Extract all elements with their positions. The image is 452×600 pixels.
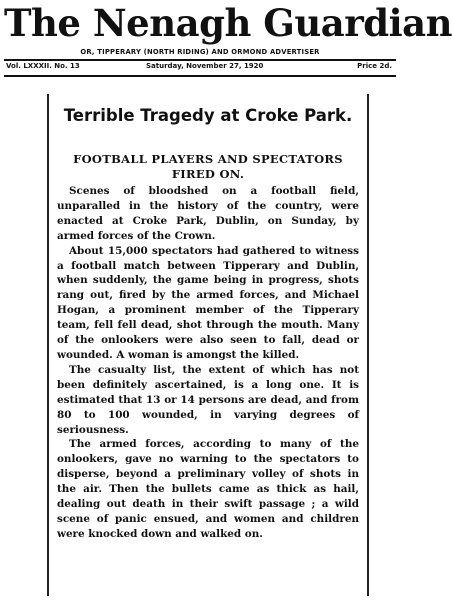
article-paragraph: Scenes of bloodshed on a football field, unparalled in the history of the country, were enacted at Croke Park, Dublin, on Sunday, by armed forces of the Crown. bbox=[57, 185, 359, 242]
article-column bbox=[47, 94, 369, 596]
article-body bbox=[57, 184, 359, 542]
newspaper-subtitle: OR, TIPPERARY (NORTH RIDING) AND ORMOND ADVERTISER bbox=[80, 48, 320, 56]
article-paragraph: The armed forces, according to many of the onlookers, gave no warning to the spectators to disperse, beyond a preliminary volley of shots in the air. Then the bullets came as thick as hail, dealing out death in their swift passage ; a wild scene of panic ensued, and women and children were knocked down and walked on. bbox=[57, 438, 359, 540]
article-paragraph: The casualty list, the extent of which has not been definitely ascertained, is a long one. It is estimated that 13 or 14 persons are dead, and from 80 to 100 wounded, in varying degrees of seriousness. bbox=[57, 363, 359, 436]
masthead bbox=[0, 0, 452, 86]
article-paragraph: About 15,000 spectators had gathered to witness a football match between Tipperary and Dublin, when suddenly, the game being in progress, shots rang out, fired by the armed forces, and Michael Hogan, a prominent member of the Tipperary team, fell fell dead, shot through the mouth. Many of the onlookers were also seen to fall, dead or wounded. A woman is amongst the killed. bbox=[57, 244, 359, 361]
article-subheadline: FOOTBALL PLAYERS AND SPECTATORS FIRED ON. bbox=[73, 152, 343, 181]
issue-date: Saturday, November 27, 1920 bbox=[146, 62, 264, 70]
newspaper-title: The Nenagh Guardian bbox=[4, 1, 452, 45]
masthead-rule-bottom bbox=[4, 75, 396, 77]
article-headline: Terrible Tragedy at Croke Park. bbox=[63, 106, 353, 125]
masthead-rule-top bbox=[4, 59, 396, 61]
volume-number: Vol. LXXXII. No. 13 bbox=[6, 62, 80, 70]
dateline bbox=[6, 62, 394, 74]
issue-price: Price 2d. bbox=[357, 62, 392, 70]
